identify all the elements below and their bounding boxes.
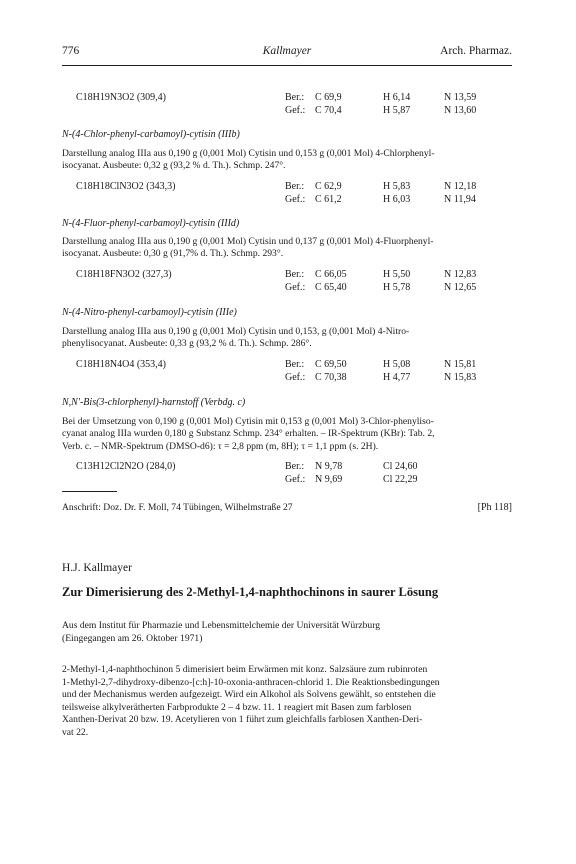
running-header	[62, 45, 512, 61]
ber-label: Ber.:	[285, 359, 305, 370]
ber-label: Ber.:	[285, 181, 305, 192]
gef-h: H 5,87	[383, 105, 411, 116]
prep-paragraph	[62, 416, 517, 453]
text-line: Darstellung analog IIIa aus 0,190 g (0,001 Mol) Cytisin und 0,153, g (0,001 Mol) 4-Nitro-	[62, 326, 410, 337]
author-address: Anschrift: Doz. Dr. F. Moll, 74 Tübingen, Wilhelmstraße 27	[62, 502, 293, 513]
abstract-line: teilsweise alkylverätherten Farbprodukte 2 – 4 bzw. 11. 1 reagiert mit Basen zum farblosen	[62, 701, 412, 713]
gef-label: Gef.:	[285, 372, 306, 383]
gef-label: Gef.:	[285, 474, 306, 485]
gef-n: N 9,69	[315, 474, 343, 485]
ber-n: N 15,81	[444, 359, 477, 370]
gef-label: Gef.:	[285, 194, 306, 205]
ber-label: Ber.:	[285, 92, 305, 103]
ber-h: H 6,14	[383, 92, 411, 103]
ber-label: Ber.:	[285, 461, 305, 472]
ber-label: Ber.:	[285, 269, 305, 280]
gef-h: H 5,78	[383, 282, 411, 293]
text-line: phenylisocyanat. Ausbeute: 0,33 g (93,2 % d. Th.). Schmp. 286°.	[62, 338, 312, 350]
text-line: Darstellung analog IIIa aus 0,190 g (0,001 Mol) Cytisin und 0,153 g (0,001 Mol) 4-Chlorphenyl-	[62, 148, 435, 159]
prep-paragraph	[62, 236, 517, 261]
reference-code: [Ph 118]	[477, 502, 512, 513]
abstract-line: vat 22.	[62, 726, 89, 738]
compound-title: N-(4-Nitro-phenyl-carbamoyl)-cytisin (IIIe)	[62, 307, 237, 318]
gef-cl: Cl 22,29	[383, 474, 418, 485]
gef-label: Gef.:	[285, 105, 306, 116]
gef-n: N 11,94	[444, 194, 476, 205]
text-line: cyanat analog IIIa wurden 0,180 g Substanz Schmp. 234° erhalten. – IR-Spektrum (KBr): Tab. 2,	[62, 428, 435, 440]
gef-c: C 70,4	[315, 105, 342, 116]
footnote-rule	[62, 491, 117, 492]
ber-c: C 69,9	[315, 92, 342, 103]
compound-title: N,N'-Bis(3-chlorphenyl)-harnstoff (Verbdg. c)	[62, 397, 246, 408]
text-line: isocyanat. Ausbeute: 0,32 g (93,2 % d. Th.). Schmp. 247°.	[62, 160, 286, 172]
gef-n: N 15,83	[444, 372, 477, 383]
compound-title: N-(4-Fluor-phenyl-carbamoyl)-cytisin (IIId)	[62, 218, 240, 229]
molecular-formula: C18H19N3O2 (309,4)	[76, 92, 166, 103]
gef-n: N 12,65	[444, 282, 477, 293]
text-line: Bei der Umsetzung von 0,190 g (0,001 Mol) Cytisin mit 0,153 g (0,001 Mol) 3-Chlor-phenyliso-	[62, 416, 434, 427]
running-author: Kallmayer	[262, 45, 312, 57]
molecular-formula: C18H18FN3O2 (327,3)	[76, 269, 172, 280]
header-rule	[62, 65, 512, 66]
abstract-line: 1-Methyl-2,7-dihydroxy-dibenzo-[c:h]-10-oxonia-anthracen-chlorid 1. Die Reaktionsbedingungen	[62, 676, 440, 688]
prep-paragraph	[62, 326, 517, 351]
ber-h: H 5,08	[383, 359, 411, 370]
molecular-formula: C13H12Cl2N2O (284,0)	[76, 461, 176, 472]
gef-n: N 13,60	[444, 105, 477, 116]
abstract-line: Xanthen-Derivat 20 bzw. 19. Acetylieren von 1 führt zum gleichfalls farblosen Xanthen-Deri-	[62, 714, 423, 726]
ber-n: N 9,78	[315, 461, 343, 472]
ber-n: N 12,83	[444, 269, 477, 280]
molecular-formula: C18H18N4O4 (353,4)	[76, 359, 166, 370]
molecular-formula: C18H18ClN3O2 (343,3)	[76, 181, 176, 192]
text-line: Verb. c. – NMR-Spektrum (DMSO-d6): τ = 2,8 ppm (m, 8H); τ = 1,1 ppm (s. 2H).	[62, 440, 379, 452]
journal-name: Arch. Pharmaz.	[440, 45, 512, 57]
gef-c: C 61,2	[315, 194, 342, 205]
article-title: Zur Dimerisierung des 2-Methyl-1,4-naphthochinons in saurer Lösung	[62, 585, 439, 599]
institute-block	[62, 620, 517, 645]
ber-n: N 13,59	[444, 92, 477, 103]
gef-h: H 6,03	[383, 194, 411, 205]
received-date: (Eingegangen am 26. Oktober 1971)	[62, 632, 203, 644]
ber-h: H 5,83	[383, 181, 411, 192]
gef-h: H 4,77	[383, 372, 411, 383]
page-number: 776	[62, 45, 80, 57]
ber-c: C 62,9	[315, 181, 342, 192]
ber-c: C 66,05	[315, 269, 347, 280]
abstract	[62, 664, 517, 740]
compound-title: N-(4-Chlor-phenyl-carbamoyl)-cytisin (IIIb)	[62, 129, 240, 140]
ber-n: N 12,18	[444, 181, 477, 192]
gef-c: C 70,38	[315, 372, 347, 383]
text-line: Darstellung analog IIIa aus 0,190 g (0,001 Mol) Cytisin und 0,137 g (0,001 Mol) 4-Fluorphenyl-	[62, 236, 434, 247]
institute-line: Aus dem Institut für Pharmazie und Lebensmittelchemie der Universität Würzburg	[62, 620, 381, 631]
ber-cl: Cl 24,60	[383, 461, 418, 472]
gef-label: Gef.:	[285, 282, 306, 293]
prep-paragraph	[62, 148, 517, 173]
text-line: isocyanat. Ausbeute: 0,30 g (91,7% d. Th.). Schmp. 293°.	[62, 248, 284, 260]
abstract-line: 2-Methyl-1,4-naphthochinon 5 dimerisiert beim Erwärmen mit konz. Salzsäure zum rubinroten	[62, 664, 428, 675]
gef-c: C 65,40	[315, 282, 347, 293]
ber-c: C 69,50	[315, 359, 347, 370]
ber-h: H 5,50	[383, 269, 411, 280]
abstract-line: und der Mechanismus werden aufgezeigt. Wird ein Alkohol als Solvens gewählt, so entstehen die	[62, 689, 436, 701]
article-author: H.J. Kallmayer	[62, 562, 132, 574]
